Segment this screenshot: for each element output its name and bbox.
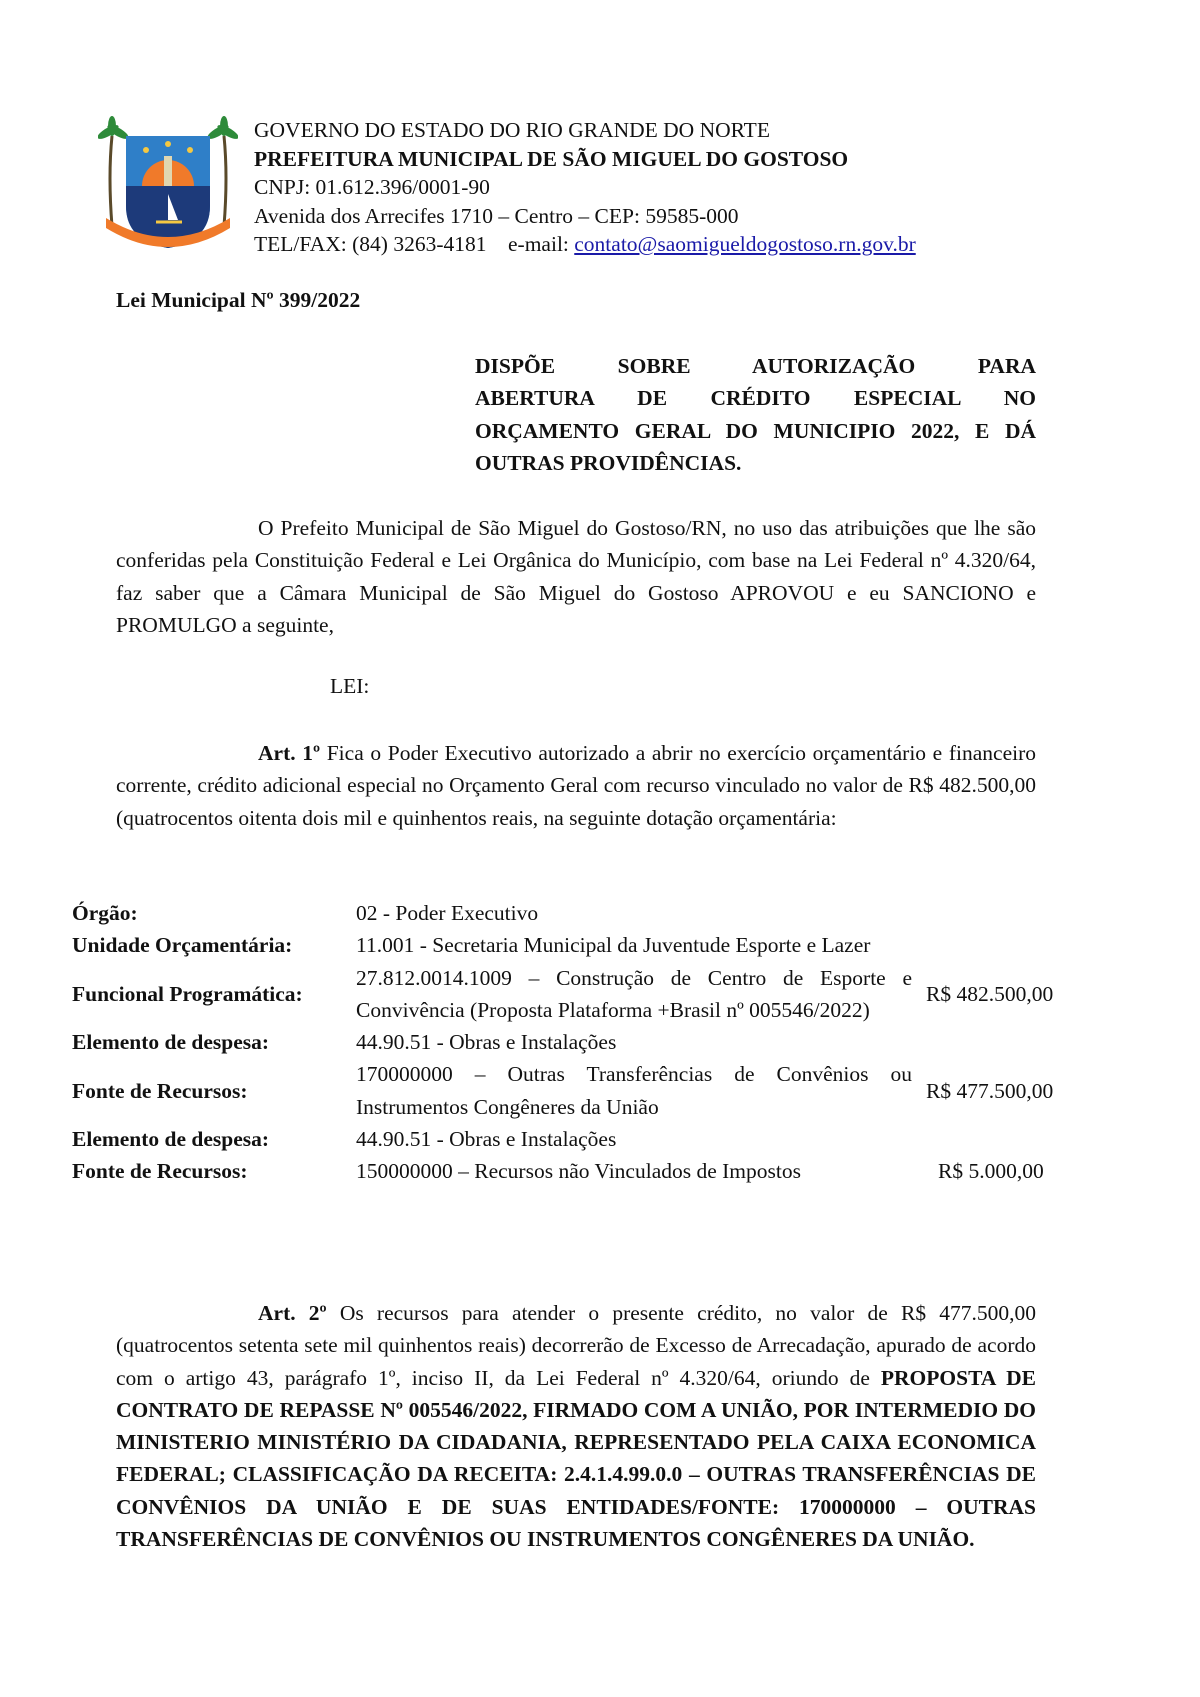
municipal-coat-of-arms-logo [98,116,238,256]
table-row [72,1026,1098,1058]
phone: TEL/FAX: (84) 3263-4181 [254,232,487,256]
row-label: Órgão: [72,901,138,925]
row-amount [926,1123,1098,1155]
row-label: Unidade Orçamentária: [72,933,293,958]
lei-label: LEI: [330,674,370,698]
art2-label: Art. 2º [258,1301,327,1325]
row-value: 11.001 - Secretaria Municipal da Juventude Esporte e Lazer [356,933,871,958]
art1-text: Fica o Poder Executivo autorizado a abrir no exercício orçamentário e financeiro corrente, crédito adicional especial no Orçamento Geral com recurso vinculado no valor de R$ 482.500,00 (quatrocentos oitenta dois mil e quinhentos reais, na seguinte dotação orçamentária: [116,741,1036,830]
letterhead [254,116,916,259]
table-row [72,897,1098,929]
row-label: Elemento de despesa: [72,1030,270,1055]
table-row [72,962,1098,1027]
article-1 [116,737,1036,834]
prefecture-name: PREFEITURA MUNICIPAL DE SÃO MIGUEL DO GOSTOSO [254,146,849,171]
art2-text: Os recursos para atender o presente crédito, no valor de R$ 477.500,00 (quatrocentos setenta sete mil quinhentos reais) decorrerão de Excesso de Arrecadação, apurado de acordo com o artigo 43, parágrafo 1º, inciso II, da Lei Federal nº 4.320/64, oriundo de [116,1301,1037,1390]
summary-line: ORÇAMENTO GERAL DO MUNICIPIO 2022, E DÁ [475,418,1036,443]
art2-bold-text: PROPOSTA DE CONTRATO DE REPASSE Nº 005546/2022, FIRMADO COM A UNIÃO, POR INTERMEDIO DO MINISTERIO MINISTÉRIO DA CIDADANIA, REPRESENTADO PELA CAIXA ECONOMICA FEDERAL; CLASSIFICAÇÃO DA RECEITA: 2.4.1.4.99.0.0 – OUTRAS TRANSFERÊNCIAS DE CONVÊNIOS DA UNIÃO E DE SUAS ENTIDADES/FONTE: 170000000 – OUTRAS TRANSFERÊNCIAS DE CONVÊNIOS OU INSTRUMENTOS CONGÊNERES DA UNIÃO. [116,1365,1037,1552]
table-row [72,1058,1098,1123]
table-row [72,1155,1098,1187]
row-amount: R$ 482.500,00 [926,981,1054,1006]
row-value: 170000000 – Outras Transferências de Convênios ou Instrumentos Congêneres da União [356,1062,912,1119]
email-link[interactable]: contato@saomigueldogostoso.rn.gov.br [574,232,916,256]
table-row [72,929,1098,961]
row-amount [926,897,1098,929]
row-label: Elemento de despesa: [72,1127,270,1152]
row-label: Fonte de Recursos: [72,1159,248,1184]
contact-line [254,230,916,259]
row-amount: R$ 477.500,00 [926,1078,1054,1103]
budget-allocation-table [72,897,1098,1188]
table-row [72,1123,1098,1155]
row-amount [926,929,1098,961]
state-government-line: GOVERNO DO ESTADO DO RIO GRANDE DO NORTE [254,118,770,142]
summary-line: DISPÕE SOBRE AUTORIZAÇÃO PARA [475,354,1036,378]
article-2 [116,1297,1036,1555]
law-summary [475,350,1036,479]
row-value: 02 - Poder Executivo [356,901,539,925]
row-label: Fonte de Recursos: [72,1078,248,1103]
address: Avenida dos Arrecifes 1710 – Centro – CEP: 59585-000 [254,203,739,228]
summary-line: ABERTURA DE CRÉDITO ESPECIAL NO [475,386,1036,411]
preamble-text: O Prefeito Municipal de São Miguel do Gostoso/RN, no uso das atribuições que lhe são conferidas pela Constituição Federal e Lei Orgânica do Município, com base na Lei Federal nº 4.320/64, faz saber que a Câmara Municipal de São Miguel do Gostoso APROVOU e eu SANCIONO e PROMULGO a seguinte, [116,516,1036,637]
preamble [116,512,1036,641]
summary-line: OUTRAS PROVIDÊNCIAS. [475,450,742,475]
row-label: Funcional Programática: [72,981,303,1006]
row-value: 150000000 – Recursos não Vinculados de Impostos [356,1159,801,1184]
row-value: 27.812.0014.1009 – Construção de Centro de Esporte e Convivência (Proposta Plataforma +Brasil nº 005546/2022) [356,965,912,1022]
law-number: Lei Municipal Nº 399/2022 [116,288,361,312]
row-amount [926,1026,1098,1058]
row-value: 44.90.51 - Obras e Instalações [356,1127,617,1152]
art1-label: Art. 1º [258,741,321,765]
row-value: 44.90.51 - Obras e Instalações [356,1030,617,1055]
row-amount: R$ 5.000,00 [938,1159,1044,1184]
email-label: e-mail: [508,232,569,256]
cnpj: CNPJ: 01.612.396/0001-90 [254,175,490,199]
